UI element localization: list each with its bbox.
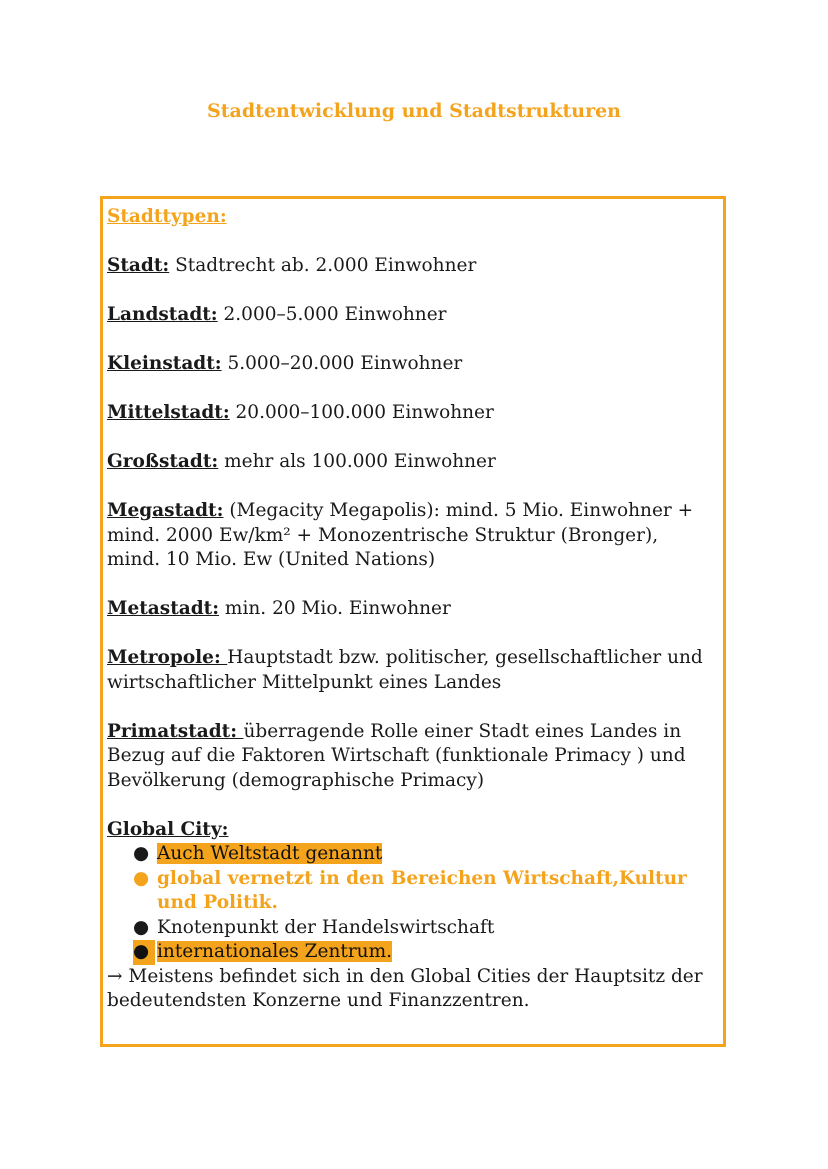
list-item: [107, 867, 717, 916]
entry-mittelstadt: [107, 401, 717, 426]
list-item: [107, 842, 717, 867]
entry-landstadt: [107, 303, 717, 328]
global-city-list: [107, 842, 717, 965]
entry-metastadt: [107, 597, 717, 622]
bullet-text: internationales Zentrum.: [157, 941, 393, 962]
entry-term: Landstadt:: [107, 304, 218, 325]
entry-term: Megastadt:: [107, 500, 224, 521]
entry-stadt: [107, 254, 717, 279]
entry-term: Global City:: [107, 818, 229, 840]
entry-text: 20.000–100.000 Einwohner: [229, 402, 494, 423]
entry-text: Stadtrecht ab. 2.000 Einwohner: [169, 255, 477, 276]
entry-term: Großstadt:: [107, 451, 219, 472]
global-city-heading: [107, 818, 717, 843]
entry-text: Hauptstadt bzw. politischer, gesellschaftlicher und wirtschaftlicher Mittelpunkt eines Landes: [107, 647, 703, 693]
global-city-conclusion: → Meistens befindet sich in den Global Cities der Hauptsitz der bedeutendsten Konzerne und Finanzzentren.: [107, 965, 703, 1011]
entry-kleinstadt: [107, 352, 717, 377]
bullet-icon: ●: [133, 867, 150, 889]
entry-text: mehr als 100.000 Einwohner: [218, 451, 496, 472]
entry-megastadt: [107, 499, 717, 573]
page-title: Stadtentwicklung und Stadtstrukturen: [207, 100, 621, 122]
entry-text: 5.000–20.000 Einwohner: [221, 353, 463, 374]
entry-term: Metastadt:: [107, 598, 220, 619]
entry-term: Stadt:: [107, 255, 170, 276]
list-item: [107, 916, 717, 941]
entry-term: Kleinstadt:: [107, 353, 222, 374]
entry-metropole: [107, 646, 717, 695]
list-item: [107, 940, 717, 965]
bullet-icon: ●: [133, 940, 155, 965]
entry-grossstadt: [107, 450, 717, 475]
entry-term: Mittelstadt:: [107, 402, 230, 423]
section-heading: Stadttypen:: [107, 206, 227, 227]
bullet-text: Knotenpunkt der Handelswirtschaft: [157, 916, 495, 938]
entry-primatstadt: [107, 720, 717, 794]
bullet-text: Auch Weltstadt genannt: [157, 843, 383, 864]
bullet-icon: ●: [133, 916, 150, 938]
entry-text: (Megacity Megapolis): mind. 5 Mio. Einwohner + mind. 2000 Ew/km² + Monozentrische Struktur (Bronger), mind. 10 Mio. Ew (United Nations): [107, 500, 694, 570]
bullet-text: global vernetzt in den Bereichen Wirtschaft,Kultur und Politik.: [157, 867, 687, 913]
content-body: [107, 205, 717, 1014]
entry-term: Primatstadt:: [107, 720, 244, 742]
entry-text: min. 20 Mio. Einwohner: [219, 598, 451, 619]
entry-term: Metropole:: [107, 647, 228, 668]
entry-text: überragende Rolle einer Stadt eines Landes in Bezug auf die Faktoren Wirtschaft (funktionale Primacy ) und Bevölkerung (demographische Primacy): [107, 720, 686, 791]
bullet-icon: ●: [133, 843, 150, 864]
entry-text: 2.000–5.000 Einwohner: [217, 304, 447, 325]
